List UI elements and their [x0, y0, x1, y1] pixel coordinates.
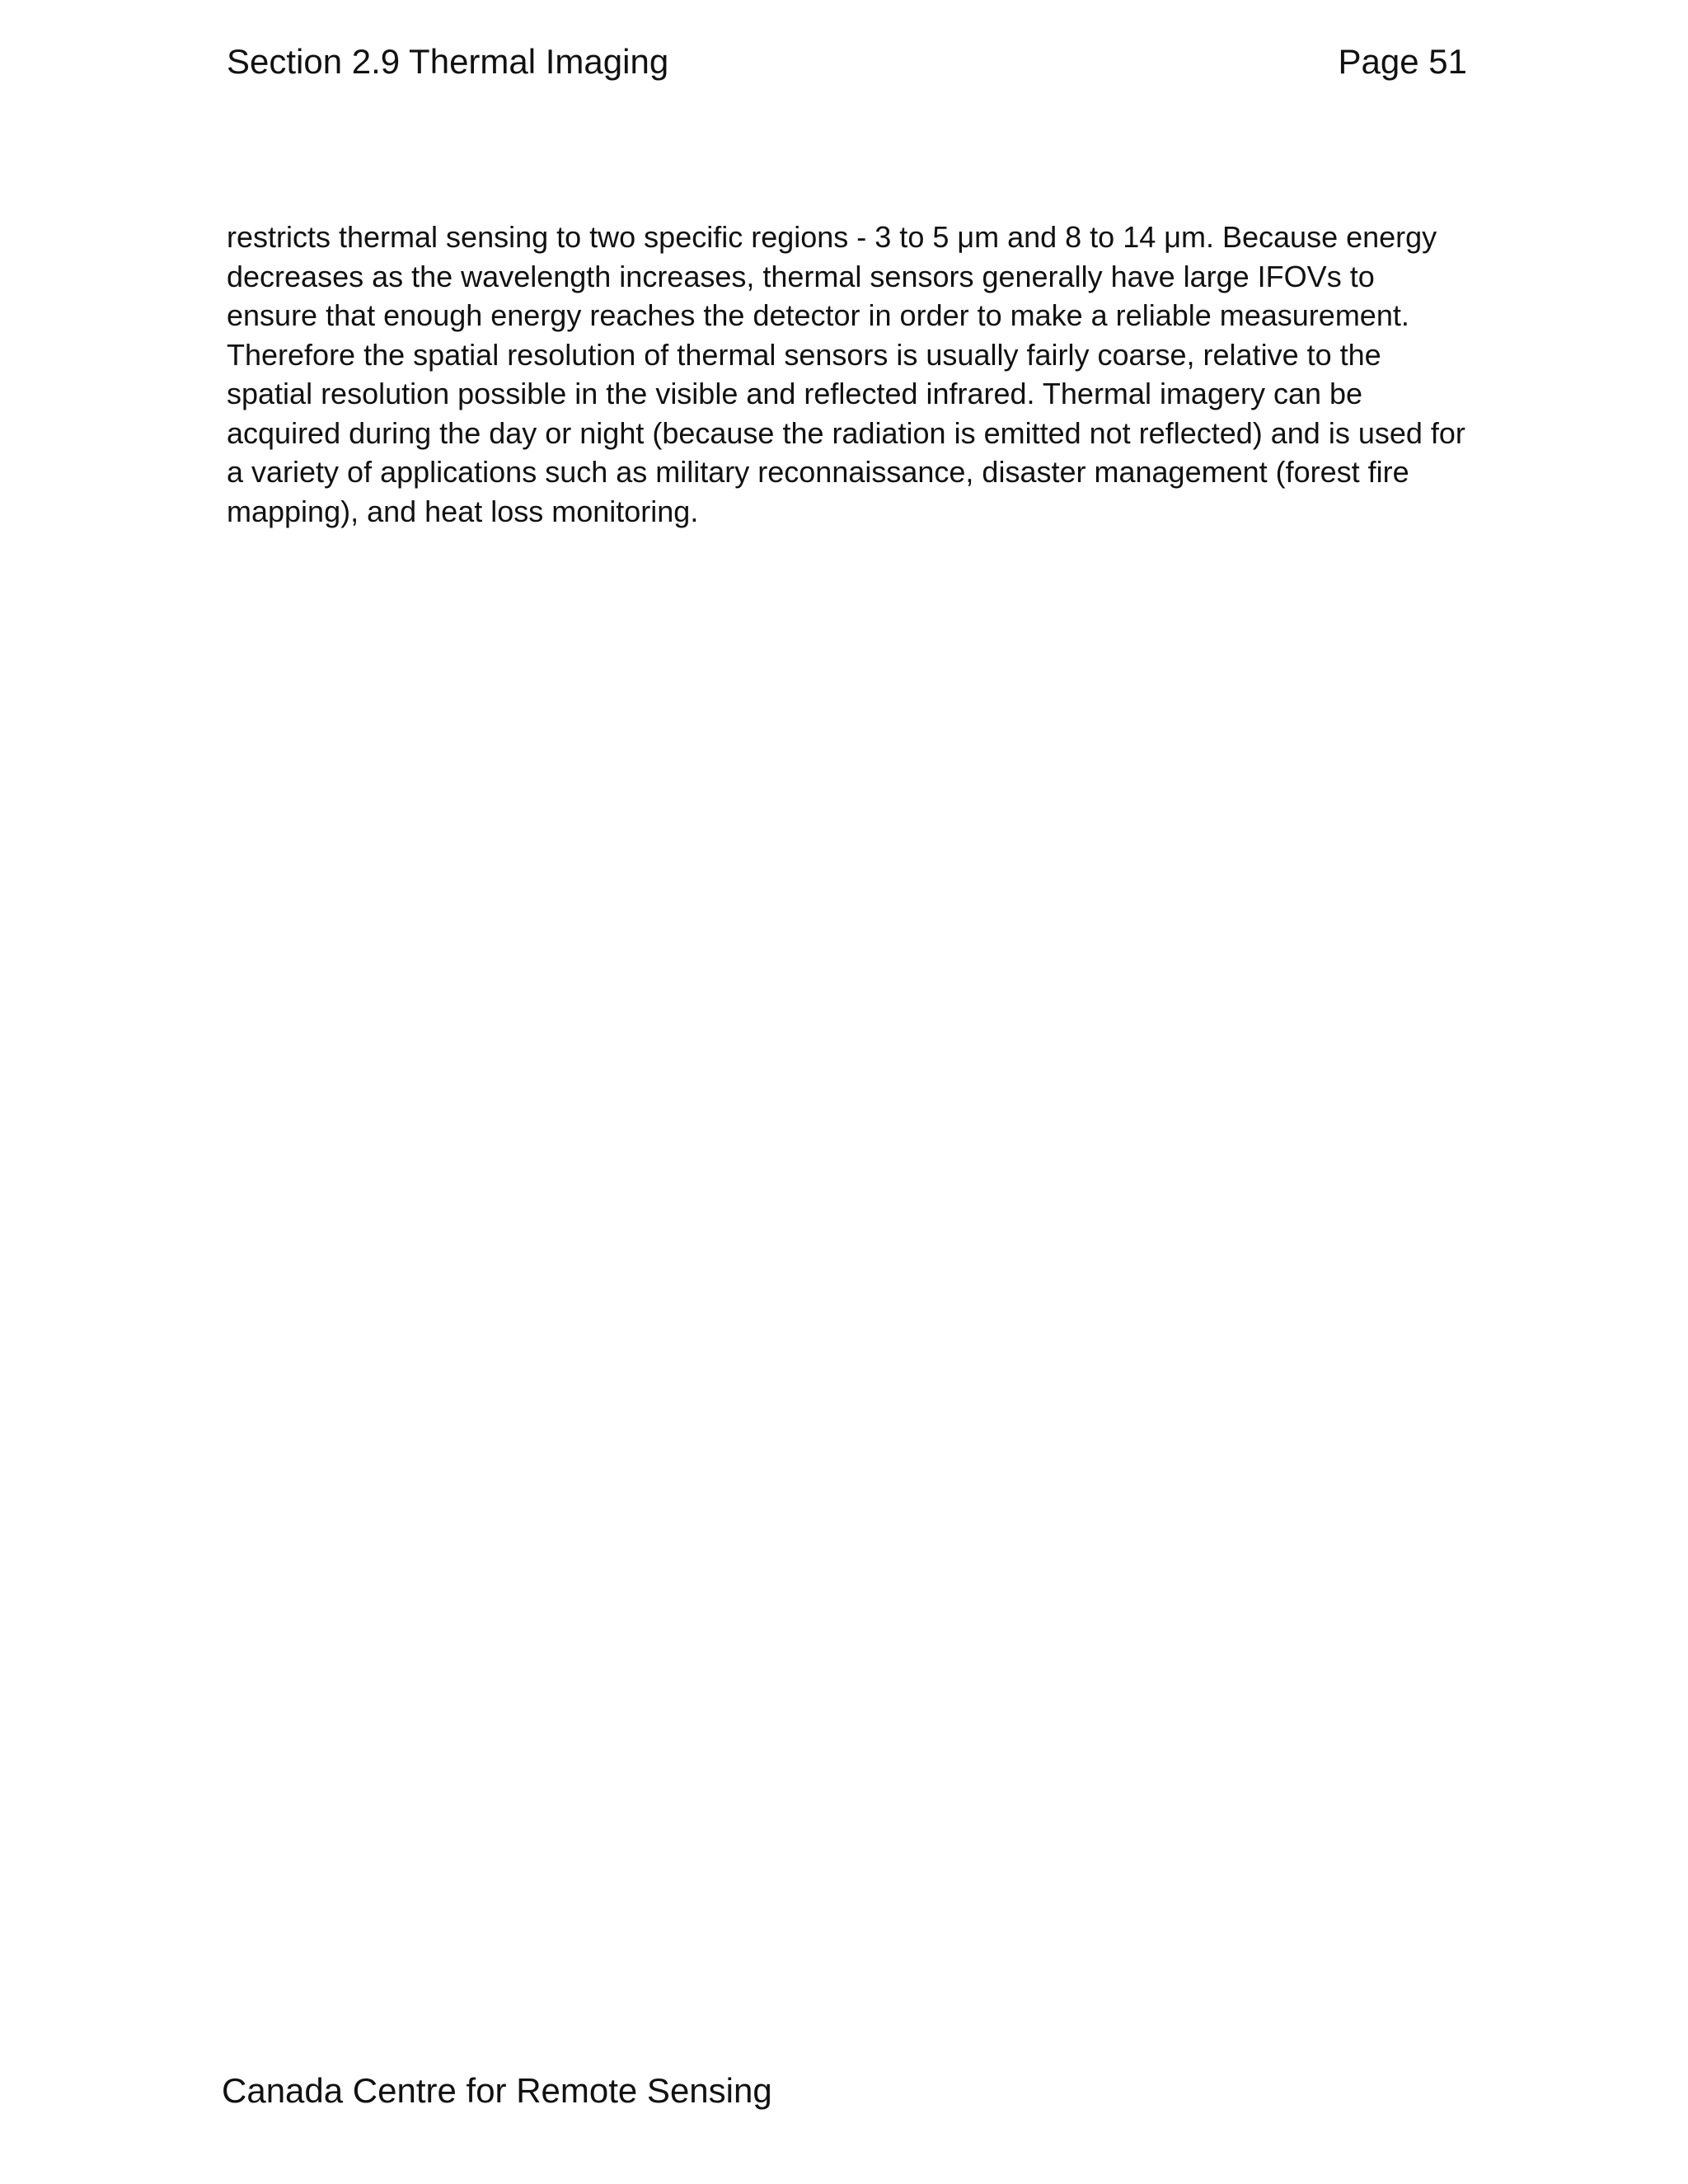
page-footer: Canada Centre for Remote Sensing [222, 2071, 772, 2110]
section-title: Section 2.9 Thermal Imaging [227, 42, 669, 81]
page-number: Page 51 [1338, 42, 1467, 81]
page-header [227, 33, 1467, 91]
body-paragraph: restricts thermal sensing to two specific regions - 3 to 5 μm and 8 to 14 μm. Because energy decreases as the wavelength increases, thermal sensors generally have large IFOVs to ensure that enough energy reaches the detector in order to make a reliable measurement. Therefore the spatial resolution of thermal sensors is usually fairly coarse, relative to the spatial resolution possible in the visible and reflected infrared. Thermal imagery can be acquired during the day or night (because the radiation is emitted not reflected) and is used for a variety of applications such as military reconnaissance, disaster management (forest fire mapping), and heat loss monitoring. [227, 220, 1465, 528]
